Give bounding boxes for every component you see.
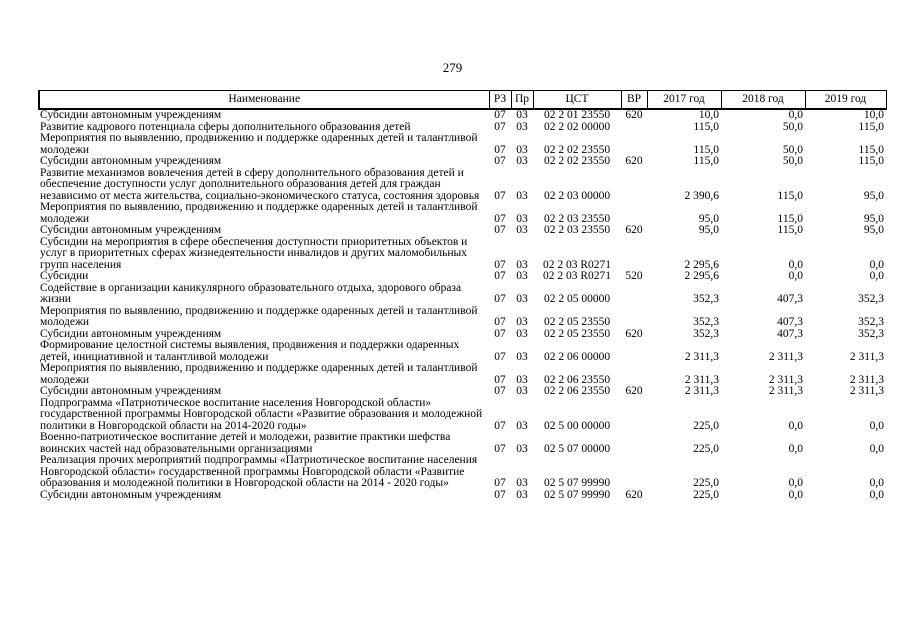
row-value-2017: 2 390,6 bbox=[684, 189, 719, 202]
row-value-2018: 50,0 bbox=[782, 143, 803, 156]
header-2018: 2018 год bbox=[721, 91, 805, 110]
row-value-2017: 352,3 bbox=[693, 327, 719, 340]
row-pr: 03 bbox=[516, 270, 528, 282]
table-row bbox=[39, 283, 886, 306]
header-name: Наименование bbox=[39, 91, 489, 110]
row-name: Формирование целостной системы выявления, продвижения и поддержки одаренных детей, инициативной и талантливой молодежи bbox=[40, 339, 460, 363]
row-value-2019: 352,3 bbox=[858, 293, 884, 305]
page-number: 279 bbox=[442, 60, 463, 75]
table-row bbox=[39, 398, 886, 433]
row-value-2017: 2 295,6 bbox=[684, 258, 719, 271]
row-value-2019: 0,0 bbox=[869, 419, 884, 432]
row-cst: 02 2 03 R0271 bbox=[542, 270, 612, 282]
row-pr: 03 bbox=[516, 373, 528, 386]
row-vr: 620 bbox=[625, 327, 643, 340]
row-name: Мероприятия по выявлению, продвижению и поддержке одаренных детей и талантливой молодежи bbox=[40, 362, 478, 386]
row-vr bbox=[621, 340, 647, 363]
row-vr: 520 bbox=[625, 270, 643, 282]
row-rz: 07 bbox=[494, 258, 506, 271]
row-vr: 620 bbox=[625, 224, 643, 236]
row-pr: 03 bbox=[516, 419, 528, 432]
row-cst: 02 2 03 23550 bbox=[543, 212, 611, 225]
row-pr: 03 bbox=[516, 477, 528, 489]
row-rz: 07 bbox=[494, 293, 506, 305]
row-pr: 03 bbox=[516, 316, 528, 328]
row-rz: 07 bbox=[494, 109, 506, 121]
table-row bbox=[39, 490, 886, 502]
row-value-2017: 95,0 bbox=[698, 224, 719, 236]
row-cst: 02 2 06 00000 bbox=[543, 350, 611, 363]
row-cst: 02 2 03 23550 bbox=[543, 224, 611, 236]
row-cst: 02 2 05 00000 bbox=[543, 293, 611, 305]
row-vr bbox=[621, 202, 647, 225]
row-name: Субсидии автономным учреждениям bbox=[40, 109, 222, 121]
row-vr: 620 bbox=[625, 155, 643, 167]
row-cst: 02 2 06 23550 bbox=[543, 373, 611, 386]
row-pr: 03 bbox=[516, 442, 528, 455]
row-value-2017: 115,0 bbox=[693, 120, 719, 133]
row-pr: 03 bbox=[516, 143, 528, 156]
row-value-2019: 2 311,3 bbox=[849, 385, 884, 397]
row-value-2017: 225,0 bbox=[693, 419, 719, 432]
row-rz: 07 bbox=[494, 385, 506, 397]
row-vr bbox=[621, 168, 647, 203]
row-name: Субсидии автономным учреждениям bbox=[40, 155, 222, 167]
row-value-2018: 407,3 bbox=[777, 327, 803, 340]
row-value-2017: 2 311,3 bbox=[684, 373, 719, 386]
row-value-2019: 0,0 bbox=[869, 488, 884, 501]
row-value-2017: 115,0 bbox=[693, 155, 719, 167]
row-rz: 07 bbox=[494, 120, 506, 133]
row-value-2019: 2 311,3 bbox=[849, 373, 884, 386]
row-value-2019: 95,0 bbox=[863, 212, 884, 225]
row-name: Содействие в организации каникулярного образовательного отдыха, здорового образа жизни bbox=[40, 281, 462, 305]
row-rz: 07 bbox=[494, 419, 506, 432]
row-name: Субсидии bbox=[40, 270, 89, 282]
row-value-2019: 0,0 bbox=[869, 270, 884, 282]
header-vr: ВР bbox=[621, 91, 647, 110]
row-value-2019: 95,0 bbox=[863, 224, 884, 236]
table-row bbox=[39, 386, 886, 398]
row-value-2019: 352,3 bbox=[858, 327, 884, 340]
table-row bbox=[39, 306, 886, 329]
row-value-2018: 407,3 bbox=[777, 316, 803, 328]
row-rz: 07 bbox=[494, 373, 506, 386]
row-vr bbox=[621, 432, 647, 455]
row-value-2019: 2 311,3 bbox=[849, 350, 884, 363]
row-value-2017: 2 295,6 bbox=[684, 270, 719, 282]
row-rz: 07 bbox=[494, 224, 506, 236]
row-pr: 03 bbox=[516, 120, 528, 133]
row-value-2019: 352,3 bbox=[858, 316, 884, 328]
row-name: Развитие механизмов вовлечения детей в сферу дополнительного образования детей и обеспечение доступности услуг дополнительного образования детей для граждан независимо от места жительства, социально-экономического статуса, состояния здоровья bbox=[40, 166, 480, 202]
row-value-2019: 0,0 bbox=[869, 258, 884, 271]
row-cst: 02 5 00 00000 bbox=[543, 419, 611, 432]
row-name: Мероприятия по выявлению, продвижению и поддержке одаренных детей и талантливой молодежи bbox=[40, 304, 478, 328]
row-cst: 02 5 07 99990 bbox=[543, 477, 611, 489]
row-rz: 07 bbox=[494, 212, 506, 225]
row-pr: 03 bbox=[516, 155, 528, 167]
row-value-2018: 2 311,3 bbox=[768, 373, 803, 386]
table-header bbox=[39, 91, 886, 110]
header-cst: ЦСТ bbox=[533, 91, 621, 110]
row-value-2019: 115,0 bbox=[858, 155, 884, 167]
row-rz: 07 bbox=[494, 143, 506, 156]
row-name: Субсидии автономным учреждениям bbox=[40, 385, 222, 397]
row-value-2019: 0,0 bbox=[869, 477, 884, 489]
row-value-2017: 352,3 bbox=[693, 293, 719, 305]
header-2017: 2017 год bbox=[647, 91, 721, 110]
row-pr: 03 bbox=[516, 293, 528, 305]
row-name: Мероприятия по выявлению, продвижению и поддержке одаренных детей и талантливой молодежи bbox=[40, 201, 478, 225]
row-rz: 07 bbox=[494, 350, 506, 363]
row-value-2017: 225,0 bbox=[693, 488, 719, 501]
header-2019: 2019 год bbox=[805, 91, 886, 110]
header-pr: Пр bbox=[511, 91, 533, 110]
row-name: Субсидии на мероприятия в сфере обеспечения доступности приоритетных объектов и услуг в приоритетных сферах жизнедеятельности инвалидов и других маломобильных групп населения bbox=[40, 235, 468, 271]
row-vr bbox=[621, 133, 647, 156]
row-cst: 02 5 07 00000 bbox=[543, 442, 611, 455]
row-value-2019: 0,0 bbox=[869, 442, 884, 455]
row-rz: 07 bbox=[494, 270, 506, 282]
row-name: Развитие кадрового потенциала сферы дополнительного образования детей bbox=[40, 120, 411, 133]
row-name: Субсидии автономным учреждениям bbox=[40, 327, 222, 340]
row-name: Субсидии автономным учреждениям bbox=[40, 488, 222, 501]
row-name: Субсидии автономным учреждениям bbox=[40, 224, 222, 236]
row-value-2017: 225,0 bbox=[693, 442, 719, 455]
row-pr: 03 bbox=[516, 224, 528, 236]
row-cst: 02 2 01 23550 bbox=[543, 109, 611, 121]
row-pr: 03 bbox=[516, 189, 528, 202]
row-value-2018: 0,0 bbox=[788, 442, 803, 455]
row-vr bbox=[621, 455, 647, 490]
table-row bbox=[39, 271, 886, 283]
row-cst: 02 2 05 23550 bbox=[543, 316, 611, 328]
table-row bbox=[39, 237, 886, 272]
row-pr: 03 bbox=[516, 488, 528, 501]
row-pr: 03 bbox=[516, 212, 528, 225]
row-vr bbox=[621, 122, 647, 134]
row-value-2018: 0,0 bbox=[788, 109, 803, 121]
row-name: Военно-патриотическое воспитание детей и молодежи, развитие практики шефства воинских частей над образовательными организациями bbox=[40, 431, 451, 455]
row-value-2018: 0,0 bbox=[788, 477, 803, 489]
row-cst: 02 2 02 00000 bbox=[543, 120, 611, 133]
row-cst: 02 2 03 R0271 bbox=[542, 258, 612, 271]
row-value-2018: 50,0 bbox=[782, 120, 803, 133]
row-pr: 03 bbox=[516, 109, 528, 121]
row-value-2018: 0,0 bbox=[788, 258, 803, 271]
row-vr bbox=[621, 363, 647, 386]
row-name: Мероприятия по выявлению, продвижению и поддержке одаренных детей и талантливой молодежи bbox=[40, 132, 478, 156]
row-vr: 620 bbox=[625, 109, 643, 121]
row-value-2019: 115,0 bbox=[858, 143, 884, 156]
row-value-2018: 0,0 bbox=[788, 488, 803, 501]
row-cst: 02 2 06 23550 bbox=[543, 385, 611, 397]
header-rz: РЗ bbox=[489, 91, 511, 110]
row-vr: 620 bbox=[625, 488, 643, 501]
table-row bbox=[39, 156, 886, 168]
table-row bbox=[39, 202, 886, 225]
row-vr bbox=[621, 237, 647, 272]
row-value-2018: 115,0 bbox=[777, 224, 803, 236]
row-vr bbox=[621, 306, 647, 329]
row-value-2018: 50,0 bbox=[782, 155, 803, 167]
row-value-2017: 352,3 bbox=[693, 316, 719, 328]
row-value-2018: 115,0 bbox=[777, 189, 803, 202]
row-value-2019: 95,0 bbox=[863, 189, 884, 202]
row-rz: 07 bbox=[494, 442, 506, 455]
row-value-2017: 2 311,3 bbox=[684, 385, 719, 397]
row-rz: 07 bbox=[494, 327, 506, 340]
row-cst: 02 2 05 23550 bbox=[543, 327, 611, 340]
table-row bbox=[39, 168, 886, 203]
row-pr: 03 bbox=[516, 385, 528, 397]
row-pr: 03 bbox=[516, 350, 528, 363]
row-value-2017: 115,0 bbox=[693, 143, 719, 156]
row-value-2017: 10,0 bbox=[698, 109, 719, 121]
row-value-2017: 2 311,3 bbox=[684, 350, 719, 363]
table-row bbox=[39, 133, 886, 156]
row-value-2018: 0,0 bbox=[788, 419, 803, 432]
budget-table bbox=[38, 90, 887, 501]
row-name: Подпрограмма «Патриотическое воспитание населения Новгородской области» государственной программы Новгородской области «Развитие образования и молодежной политики в Новгородской области на 2014-2020 годы» bbox=[40, 396, 483, 432]
row-rz: 07 bbox=[494, 316, 506, 328]
row-rz: 07 bbox=[494, 189, 506, 202]
table-row bbox=[39, 455, 886, 490]
row-rz: 07 bbox=[494, 488, 506, 501]
row-cst: 02 2 02 23550 bbox=[543, 155, 611, 167]
table-body bbox=[39, 109, 886, 501]
row-value-2018: 0,0 bbox=[788, 270, 803, 282]
table-row bbox=[39, 432, 886, 455]
row-value-2017: 225,0 bbox=[693, 477, 719, 489]
row-name: Реализация прочих мероприятий подпрограммы «Патриотическое воспитание населения Новгородской области» государственной программы Новгородской области «Развитие образования и молодежной политики в Новгородской области на 2014 - 2020 годы» bbox=[40, 454, 478, 489]
row-value-2018: 407,3 bbox=[777, 293, 803, 305]
row-rz: 07 bbox=[494, 155, 506, 167]
row-vr: 620 bbox=[625, 385, 643, 397]
table-row bbox=[39, 363, 886, 386]
row-cst: 02 5 07 99990 bbox=[543, 488, 611, 501]
row-cst: 02 2 02 23550 bbox=[543, 143, 611, 156]
row-pr: 03 bbox=[516, 258, 528, 271]
row-rz: 07 bbox=[494, 477, 506, 489]
row-pr: 03 bbox=[516, 327, 528, 340]
table-row bbox=[39, 109, 886, 122]
table-row bbox=[39, 340, 886, 363]
row-value-2019: 115,0 bbox=[858, 120, 884, 133]
table-row bbox=[39, 225, 886, 237]
row-vr bbox=[621, 398, 647, 433]
row-vr bbox=[621, 283, 647, 306]
row-value-2018: 2 311,3 bbox=[768, 385, 803, 397]
row-value-2019: 10,0 bbox=[863, 109, 884, 121]
row-value-2018: 115,0 bbox=[777, 212, 803, 225]
row-value-2017: 95,0 bbox=[698, 212, 719, 225]
row-cst: 02 2 03 00000 bbox=[543, 189, 611, 202]
row-value-2018: 2 311,3 bbox=[768, 350, 803, 363]
